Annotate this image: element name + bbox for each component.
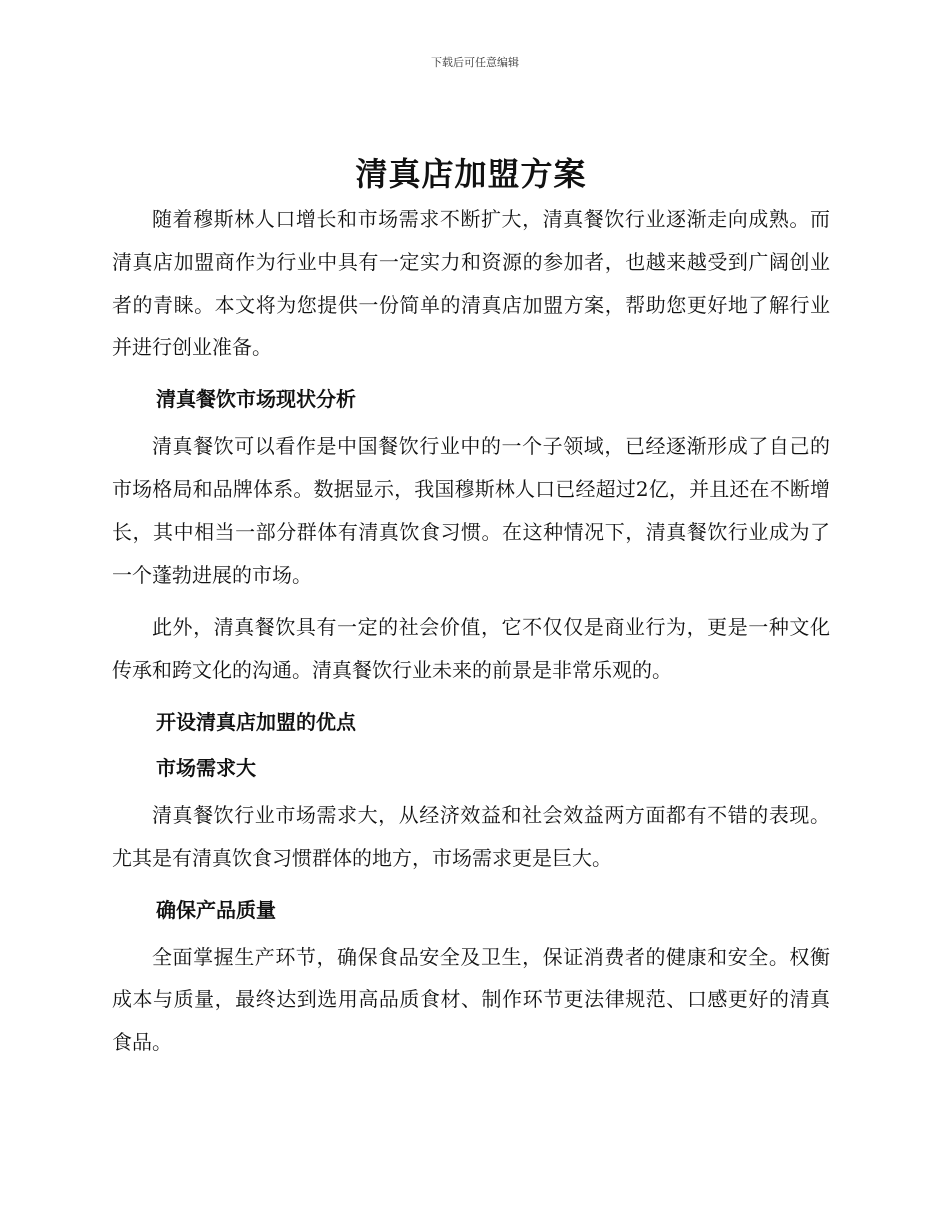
market-analysis-paragraph-1: 清真餐饮可以看作是中国餐饮行业中的一个子领域，已经逐渐形成了自己的市场格局和品牌体系。数据显示，我国穆斯林人口已经超过2亿，并且还在不断增长，其中相当一部分群体有清真饮食习惯。在这种情况下，清真餐饮行业成为了一个蓬勃进展的市场。 bbox=[112, 434, 830, 587]
document-body bbox=[112, 150, 830, 1064]
header-note: 下载后可任意编辑 bbox=[431, 56, 519, 69]
document-title: 清真店加盟方案 bbox=[355, 155, 587, 193]
section-heading-advantages: 开设清真店加盟的优点 bbox=[156, 709, 356, 734]
section-heading-product-quality: 确保产品质量 bbox=[156, 897, 276, 922]
market-analysis-paragraph-2: 此外，清真餐饮具有一定的社会价值，它不仅仅是商业行为，更是一种文化传承和跨文化的沟通。清真餐饮行业未来的前景是非常乐观的。 bbox=[112, 615, 830, 683]
intro-paragraph: 随着穆斯林人口增长和市场需求不断扩大，清真餐饮行业逐渐走向成熟。而清真店加盟商作为行业中具有一定实力和资源的参加者，也越来越受到广阔创业者的青睐。本文将为您提供一份简单的清真店加盟方案，帮助您更好地了解行业并进行创业准备。 bbox=[112, 207, 830, 360]
section-heading-market-demand: 市场需求大 bbox=[156, 755, 256, 780]
section-heading-market-analysis: 清真餐饮市场现状分析 bbox=[156, 387, 356, 412]
product-quality-paragraph: 全面掌握生产环节，确保食品安全及卫生，保证消费者的健康和安全。权衡成本与质量，最终达到选用高品质食材、制作环节更法律规范、口感更好的清真食品。 bbox=[112, 944, 830, 1055]
market-demand-paragraph: 清真餐饮行业市场需求大，从经济效益和社会效益两方面都有不错的表现。尤其是有清真饮食习惯群体的地方，市场需求更是巨大。 bbox=[112, 802, 830, 870]
